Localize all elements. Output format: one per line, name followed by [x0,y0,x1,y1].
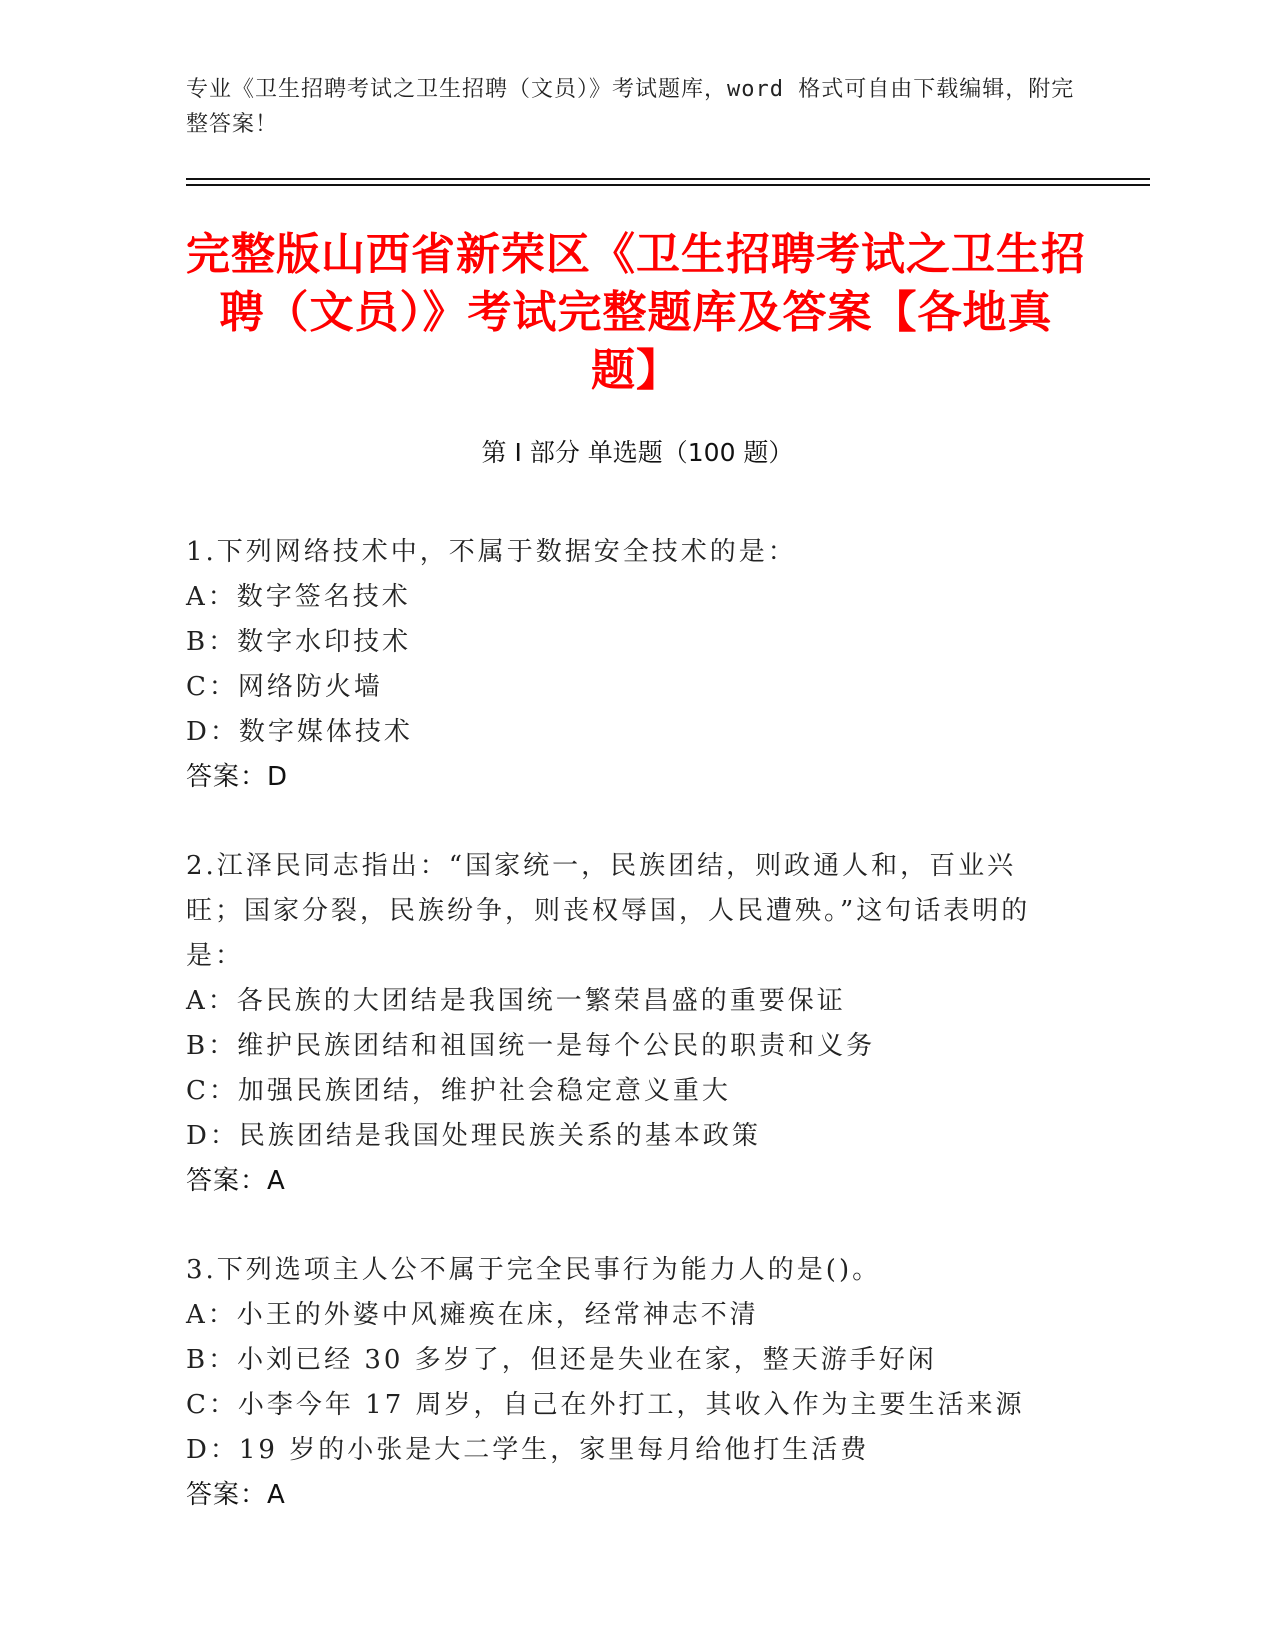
option-a: A：小王的外婆中风瘫痪在床，经常神志不清 [186,1300,759,1330]
option-d: D：19 岁的小张是大二学生，家里每月给他打生活费 [186,1435,870,1465]
question-stem: 2.江泽民同志指出：“国家统一，民族团结，则政通人和，百业兴旺；国家分裂，民族纷争，则丧权辱国，人民遭殃。”这句话表明的是： [186,851,1031,971]
option-d: D：民族团结是我国处理民族关系的基本政策 [186,1121,761,1151]
option-c: C：网络防火墙 [186,672,383,702]
answer: 答案：A [186,1480,286,1510]
question-item [186,530,1086,800]
option-c: C：加强民族团结，维护社会稳定意义重大 [186,1076,731,1106]
answer: 答案：D [186,762,289,792]
option-b: B：维护民族团结和祖国统一是每个公民的职责和义务 [186,1031,876,1061]
answer: 答案：A [186,1166,286,1196]
header-divider-top [186,178,1150,180]
option-d: D：数字媒体技术 [186,717,413,747]
option-b: B：数字水印技术 [186,627,412,657]
option-b: B：小刘已经 30 多岁了，但还是失业在家，整天游手好闲 [186,1345,937,1375]
header-divider-bottom [186,184,1150,186]
question-item [186,1248,1086,1518]
section-heading: 第 I 部分 单选题（100 题） [481,438,794,467]
question-stem: 1.下列网络技术中，不属于数据安全技术的是： [186,537,797,567]
document-title: 完整版山西省新荣区《卫生招聘考试之卫生招聘（文员）》考试完整题库及答案【各地真题】 [186,229,1086,396]
question-list [186,530,1086,1562]
option-c: C：小李今年 17 周岁，自己在外打工，其收入作为主要生活来源 [186,1390,1025,1420]
option-a: A：数字签名技术 [186,582,411,612]
question-stem: 3.下列选项主人公不属于完全民事行为能力人的是()。 [186,1255,882,1285]
header-note: 专业《卫生招聘考试之卫生招聘（文员）》考试题库，word 格式可自由下载编辑，附完整答案！ [186,77,1075,137]
question-item [186,844,1086,1204]
option-a: A：各民族的大团结是我国统一繁荣昌盛的重要保证 [186,986,846,1016]
